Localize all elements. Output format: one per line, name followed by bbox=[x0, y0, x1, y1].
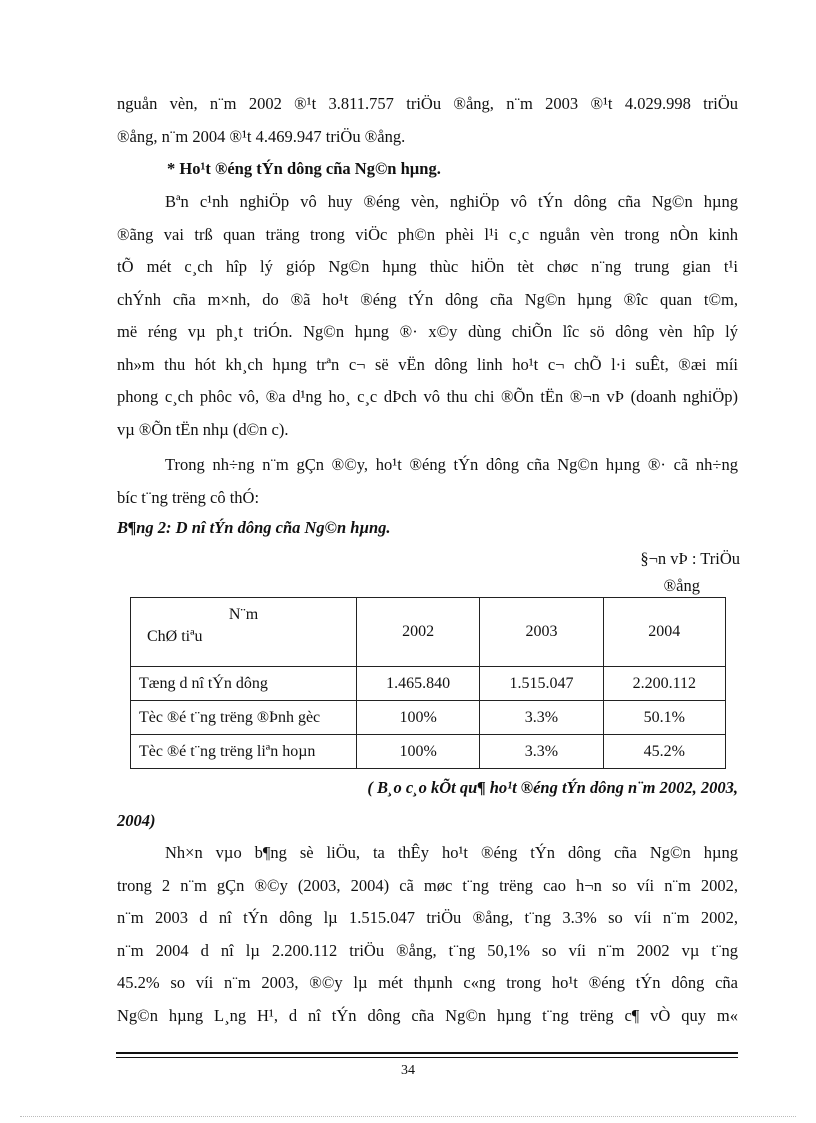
source-line: ( B¸o c¸o kÕt qu¶ ho¹t ®éng tÝn dông n¨m 2002, 2003, bbox=[367, 778, 738, 797]
text-line: më réng vµ ph¸t triÓn. Ng©n hµng ®· x©y dùng chiÕn lîc sö dông vèn hîp lý bbox=[117, 322, 738, 341]
page-number: 34 bbox=[401, 1063, 415, 1078]
text-line: trong 2 n¨m gÇn ®©y (2003, 2004) cã møc t¨ng trëng cao h¬n so víi n¨m 2002, bbox=[117, 875, 738, 895]
text-line: bíc t¨ng trëng cô thÓ: bbox=[117, 487, 260, 507]
table-row bbox=[131, 667, 726, 701]
cell-value: 50.1% bbox=[603, 701, 725, 735]
table-source bbox=[117, 772, 738, 837]
text-line: chÝnh cña m×nh, do ®ã ho¹t ®éng tÝn dông cña Ng©n hµng ®îc quan t©m, bbox=[117, 289, 738, 309]
cell-value: 100% bbox=[357, 701, 480, 735]
row-label: Tèc ®é t¨ng trëng liªn hoµn bbox=[131, 735, 357, 769]
text-line: Nh×n vµo b¶ng sè liÖu, ta thÊy ho¹t ®éng tÝn dông cña Ng©n hµng bbox=[165, 843, 738, 862]
text-line: n¨m 2003 d nî tÝn dông lµ 1.515.047 triÖu ®ång, t¨ng 3.3% so víi n¨m 2002, bbox=[117, 908, 738, 927]
unit-line-1: §¬n vÞ : TriÖu bbox=[640, 549, 740, 568]
row-label: Tæng d nî tÝn dông bbox=[131, 667, 357, 701]
paragraph-analysis bbox=[117, 837, 738, 1032]
table-caption: B¶ng 2: D nî tÝn dông cña Ng©n hµng. bbox=[117, 518, 391, 537]
header-year-label: N¨m bbox=[228, 606, 259, 623]
cell-value: 3.3% bbox=[480, 735, 603, 769]
text-line: ®ång, n¨m 2004 ®¹t 4.469.947 triÖu ®ång. bbox=[117, 126, 406, 146]
text-line: 45.2% so víi n¨m 2003, ®©y lµ mét thµnh c«ng trong ho¹t ®éng tÝn dông cña bbox=[117, 973, 738, 992]
header-diagonal-cell bbox=[131, 598, 357, 667]
header-metric-label: ChØ tiªu bbox=[147, 628, 203, 645]
paragraph-capital-figures bbox=[117, 88, 738, 153]
credit-table bbox=[130, 597, 726, 769]
header-year: 2004 bbox=[603, 598, 725, 667]
text-line: tÕ mét c¸ch hîp lý gióp Ng©n hµng thùc hiÖn tèt chøc n¨ng trung gian t¹i bbox=[117, 257, 738, 276]
source-line: 2004) bbox=[117, 810, 156, 830]
text-line: n¨m 2004 d nî lµ 2.200.112 triÖu ®ång, t¨ng 50,1% so víi n¨m 2002 vµ t¨ng bbox=[117, 940, 738, 960]
row-label: Tèc ®é t¨ng trëng ®Þnh gèc bbox=[131, 701, 357, 735]
table-row bbox=[131, 735, 726, 769]
cell-value: 1.465.840 bbox=[357, 667, 480, 701]
text-line: Bªn c¹nh nghiÖp vô huy ®éng vèn, nghiÖp vô tÝn dông cña Ng©n hµng bbox=[165, 192, 738, 211]
paragraph-credit-role bbox=[117, 186, 738, 446]
paragraph-recent-years bbox=[117, 449, 738, 514]
table-row bbox=[131, 701, 726, 735]
footer-rule-thin bbox=[116, 1057, 738, 1058]
section-heading: * Ho¹t ®éng tÝn dông cña Ng©n hµng. bbox=[167, 159, 441, 178]
text-line: Trong nh÷ng n¨m gÇn ®©y, ho¹t ®éng tÝn dông cña Ng©n hµng ®· cã nh÷ng bbox=[165, 455, 738, 474]
text-line: phong c¸ch phôc vô, ®a d¹ng ho¸ c¸c dÞch vô thu chi ®Õn tËn ®¬n vÞ (doanh nghiÖp) bbox=[117, 387, 738, 406]
text-line: vµ ®Õn tËn nhµ (d©n c). bbox=[117, 419, 289, 439]
header-year: 2003 bbox=[480, 598, 603, 667]
footer-rule-thick bbox=[116, 1052, 738, 1054]
cell-value: 2.200.112 bbox=[603, 667, 725, 701]
cell-value: 100% bbox=[357, 735, 480, 769]
cell-value: 45.2% bbox=[603, 735, 725, 769]
text-line: nh»m thu hót kh¸ch hµng trªn c¬ së vËn dông linh ho¹t c¬ chÕ l·i suÊt, ®æi míi bbox=[117, 354, 738, 374]
text-line: Ng©n hµng L¸ng H¹, d nî tÝn dông cña Ng©n hµng t¨ng trëng c¶ vÒ quy m« bbox=[117, 1005, 738, 1025]
text-line: nguån vèn, n¨m 2002 ®¹t 3.811.757 triÖu ®ång, n¨m 2003 ®¹t 4.029.998 triÖu bbox=[117, 94, 738, 113]
table-header-row bbox=[131, 598, 726, 667]
page-bottom-border bbox=[20, 1116, 796, 1117]
unit-line-2: ®ång bbox=[663, 576, 700, 595]
header-year: 2002 bbox=[357, 598, 480, 667]
cell-value: 1.515.047 bbox=[480, 667, 603, 701]
text-line: ®ãng vai trß quan träng trong viÖc ph©n phèi l¹i c¸c nguån vèn trong nÒn kinh bbox=[117, 224, 738, 244]
cell-value: 3.3% bbox=[480, 701, 603, 735]
unit-label bbox=[560, 545, 740, 599]
